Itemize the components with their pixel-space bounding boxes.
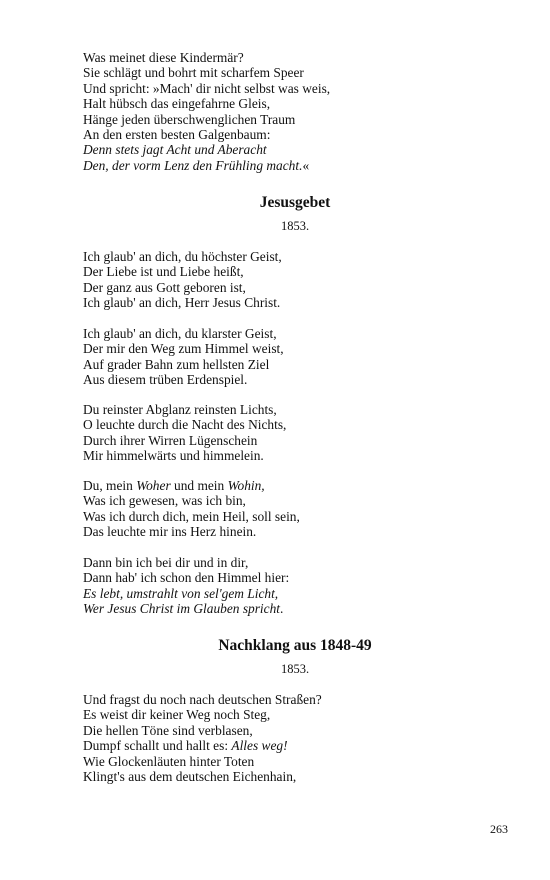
intro-stanza: [83, 50, 523, 173]
stanza: [83, 326, 523, 388]
verse-line: Das leuchte mir ins Herz hinein.: [83, 524, 257, 540]
poem-year: 1853.: [280, 219, 310, 233]
verse-line: Was meinet diese Kindermär?: [83, 50, 244, 65]
verse-line: Dann hab' ich schon den Himmel hier:: [83, 570, 290, 586]
verse-line: Die hellen Töne sind verblasen,: [83, 722, 253, 738]
verse-line: Ich glaub' an dich, du klarster Geist,: [83, 326, 277, 341]
stanza: [83, 249, 523, 311]
italic-text: Alles weg!: [231, 738, 288, 754]
verse-line: Und spricht: »Mach' dir nicht selbst was weis,: [83, 80, 331, 96]
verse-line: Klingt's aus dem deutschen Eichenhain,: [83, 769, 297, 785]
verse-line-italic: [83, 142, 523, 157]
poem-title: Jesusgebet: [259, 194, 331, 211]
italic-text: Wer Jesus Christ im Glauben spricht: [83, 601, 281, 617]
italic-text: Den, der vorm Lenz den Frühling macht.: [83, 157, 303, 173]
verse-line: Der mir den Weg zum Himmel weist,: [83, 341, 284, 357]
verse-text: Du, mein: [83, 478, 137, 493]
verse-line: Was ich gewesen, was ich bin,: [83, 493, 246, 509]
verse-line: Ich glaub' an dich, Herr Jesus Christ.: [83, 295, 281, 311]
verse-line-italic: [83, 158, 523, 173]
italic-text: Denn stets jagt Acht und Aberacht: [83, 142, 267, 158]
verse-line: Der ganz aus Gott geboren ist,: [83, 279, 246, 295]
verse-line: Es weist dir keiner Weg noch Steg,: [83, 707, 271, 723]
verse-line: Wie Glockenläuten hinter Toten: [83, 753, 255, 769]
verse-line: Aus diesem trüben Erdenspiel.: [83, 372, 248, 388]
italic-text: Es lebt, umstrahlt von sel'gem Licht,: [83, 585, 279, 601]
verse-line: [83, 738, 523, 753]
final-period: .: [280, 601, 284, 617]
verse-line: Ich glaub' an dich, du höchster Geist,: [83, 249, 282, 264]
verse-line: Hänge jeden überschwenglichen Traum: [83, 111, 296, 127]
verse-line: Was ich durch dich, mein Heil, soll sein,: [83, 508, 300, 524]
verse-line: [83, 478, 523, 493]
stanza: [83, 692, 523, 784]
stanza: [83, 555, 523, 617]
poem-year: 1853.: [280, 662, 310, 676]
verse-line: Sie schlägt und bohrt mit scharfem Speer: [83, 65, 304, 81]
verse-line: Du reinster Abglanz reinsten Lichts,: [83, 402, 277, 417]
verse-line: Halt hübsch das eingefahrne Gleis,: [83, 96, 271, 112]
closing-quote: «: [302, 157, 310, 173]
poem-title: Nachklang aus 1848-49: [218, 637, 372, 654]
verse-line: Durch ihrer Wirren Lügenschein: [83, 432, 258, 448]
verse-line: O leuchte durch die Nacht des Nichts,: [83, 417, 287, 433]
verse-line-italic: [83, 601, 523, 616]
verse-line: Auf grader Bahn zum hellsten Ziel: [83, 356, 270, 372]
stanza: [83, 402, 523, 464]
verse-line: Dann bin ich bei dir und in dir,: [83, 555, 249, 570]
italic-text: Wohin,: [227, 478, 265, 493]
verse-line: Und fragst du noch nach deutschen Straßen?: [83, 692, 322, 707]
verse-line: Mir himmelwärts und himmelein.: [83, 448, 264, 464]
verse-text: und mein: [170, 478, 228, 493]
page-number: 263: [490, 822, 508, 836]
italic-text: Woher: [136, 478, 171, 493]
verse-line: Der Liebe ist und Liebe heißt,: [83, 264, 244, 280]
verse-text: Dumpf schallt und hallt es:: [83, 738, 232, 754]
verse-line: An den ersten besten Galgenbaum:: [83, 127, 271, 143]
stanza: [83, 478, 523, 540]
verse-line-italic: [83, 586, 523, 601]
